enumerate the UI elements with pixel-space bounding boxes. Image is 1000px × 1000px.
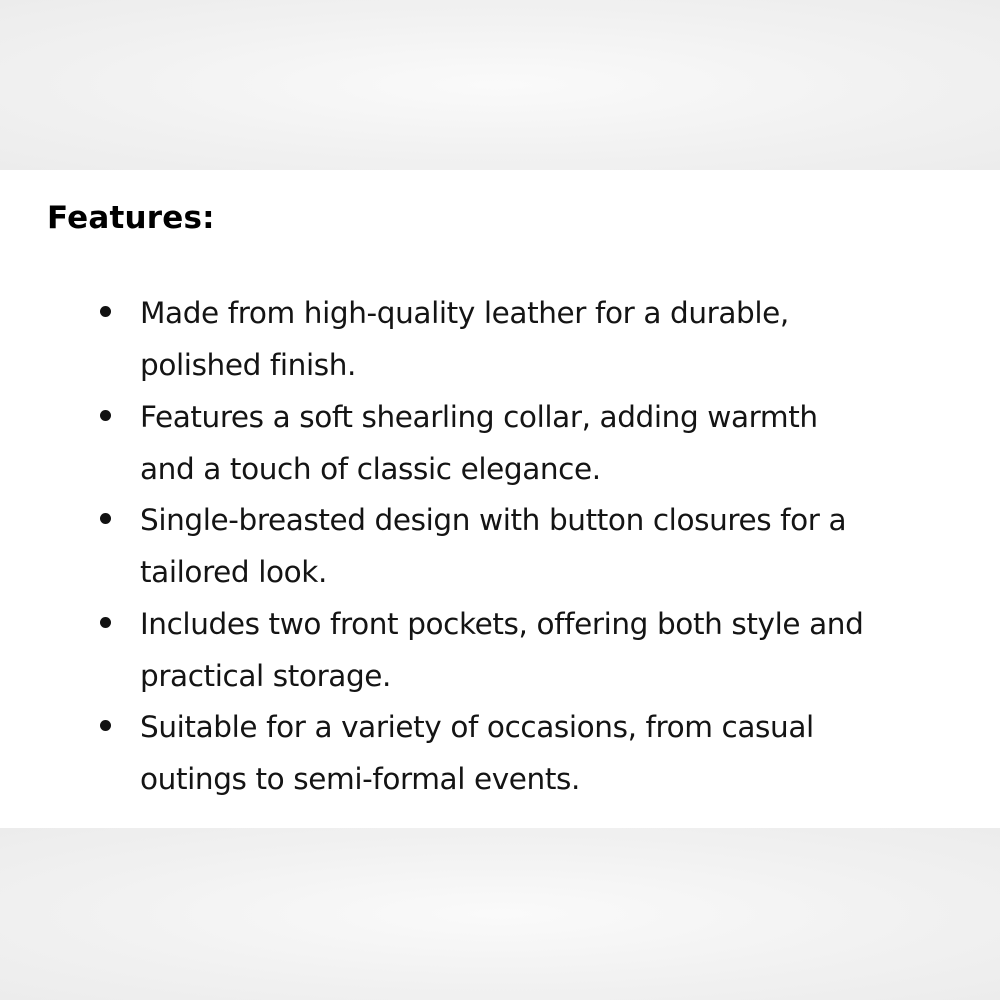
features-list [0,287,1000,805]
feature-text: Features a soft shearling collar, adding warmth and a touch of classic elegance. [140,399,818,486]
feature-item-collar [0,391,1000,495]
feature-text: Suitable for a variety of occasions, from casual outings to semi-formal events. [140,710,814,796]
features-heading: Features: [47,200,215,236]
feature-text: Single-breasted design with button closures for a tailored look. [140,503,847,589]
feature-item-leather [0,287,1000,391]
feature-item-occasions [0,701,1000,805]
bullet-dot-icon [100,513,111,524]
feature-item-closures [0,494,1000,598]
feature-text: Made from high-quality leather for a durable, polished finish. [140,296,789,382]
bullet-dot-icon [100,720,111,731]
bullet-dot-icon [100,410,111,421]
feature-item-pockets [0,598,1000,702]
bullet-dot-icon [100,306,111,317]
bottom-background-band [0,828,1000,1000]
feature-text: Includes two front pockets, offering both style and practical storage. [140,606,864,693]
bullet-dot-icon [100,617,111,628]
top-background-band [0,0,1000,170]
